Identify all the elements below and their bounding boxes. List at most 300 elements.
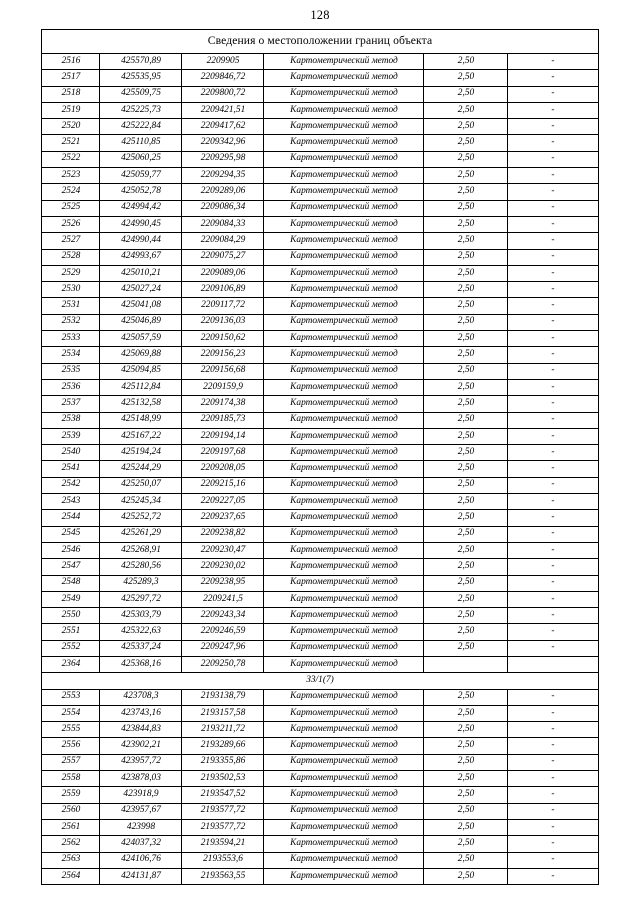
cell-point-number: 2529 — [42, 265, 100, 281]
cell-coordinate-y: 2209905 — [182, 54, 264, 70]
cell-method: Картометрический метод — [264, 559, 424, 575]
cell-coordinate-y: 2209084,29 — [182, 233, 264, 249]
cell-precision: 2,50 — [424, 738, 508, 754]
cell-point-number: 2561 — [42, 819, 100, 835]
cell-point-number: 2531 — [42, 298, 100, 314]
cell-description: - — [508, 265, 598, 281]
cell-description: - — [508, 754, 598, 770]
cell-description: - — [508, 591, 598, 607]
cell-precision: 2,50 — [424, 526, 508, 542]
cell-description: - — [508, 168, 598, 184]
cell-precision: 2,50 — [424, 771, 508, 787]
cell-coordinate-y: 2209136,03 — [182, 314, 264, 330]
cell-method: Картометрический метод — [264, 575, 424, 591]
cell-precision: 2,50 — [424, 102, 508, 118]
cell-coordinate-x: 425244,29 — [100, 461, 182, 477]
cell-coordinate-x: 424106,76 — [100, 852, 182, 868]
cell-point-number: 2517 — [42, 70, 100, 86]
table-row — [42, 151, 598, 167]
cell-point-number: 2526 — [42, 216, 100, 232]
cell-point-number: 2553 — [42, 689, 100, 705]
cell-point-number: 2543 — [42, 494, 100, 510]
cell-point-number: 2523 — [42, 168, 100, 184]
table-row — [42, 754, 598, 770]
cell-coordinate-y: 2209342,96 — [182, 135, 264, 151]
cell-point-number: 2545 — [42, 526, 100, 542]
table-row — [42, 542, 598, 558]
table-rows-group-2 — [42, 689, 598, 885]
cell-coordinate-y: 2193157,58 — [182, 705, 264, 721]
cell-precision: 2,50 — [424, 347, 508, 363]
cell-precision: 2,50 — [424, 363, 508, 379]
cell-point-number: 2550 — [42, 608, 100, 624]
cell-coordinate-y: 2193289,66 — [182, 738, 264, 754]
cell-method: Картометрический метод — [264, 135, 424, 151]
cell-point-number: 2533 — [42, 331, 100, 347]
cell-coordinate-y: 2209174,38 — [182, 396, 264, 412]
cell-method: Картометрический метод — [264, 819, 424, 835]
cell-point-number: 2536 — [42, 379, 100, 395]
cell-precision: 2,50 — [424, 428, 508, 444]
table-row — [42, 412, 598, 428]
cell-coordinate-x: 425046,89 — [100, 314, 182, 330]
cell-method: Картометрический метод — [264, 200, 424, 216]
cell-coordinate-x: 425289,3 — [100, 575, 182, 591]
cell-method: Картометрический метод — [264, 705, 424, 721]
cell-description: - — [508, 461, 598, 477]
cell-point-number: 2537 — [42, 396, 100, 412]
cell-coordinate-y: 2209846,72 — [182, 70, 264, 86]
cell-method: Картометрический метод — [264, 151, 424, 167]
cell-coordinate-y: 2193547,52 — [182, 787, 264, 803]
table-row — [42, 70, 598, 86]
cell-coordinate-x: 425261,29 — [100, 526, 182, 542]
cell-coordinate-y: 2209185,73 — [182, 412, 264, 428]
cell-precision: 2,50 — [424, 852, 508, 868]
cell-precision: 2,50 — [424, 396, 508, 412]
cell-coordinate-x: 425069,88 — [100, 347, 182, 363]
cell-description: - — [508, 54, 598, 70]
cell-point-number: 2520 — [42, 119, 100, 135]
cell-coordinate-y: 2209417,62 — [182, 119, 264, 135]
cell-description: - — [508, 608, 598, 624]
cell-description: - — [508, 412, 598, 428]
table-row — [42, 102, 598, 118]
cell-description: - — [508, 102, 598, 118]
table-row — [42, 575, 598, 591]
cell-precision: 2,50 — [424, 559, 508, 575]
cell-coordinate-y: 2209289,06 — [182, 184, 264, 200]
cell-coordinate-y: 2209246,59 — [182, 624, 264, 640]
cell-coordinate-y: 2209238,82 — [182, 526, 264, 542]
cell-point-number: 2563 — [42, 852, 100, 868]
table-row — [42, 265, 598, 281]
cell-description: - — [508, 363, 598, 379]
cell-coordinate-x: 425245,34 — [100, 494, 182, 510]
cell-description: - — [508, 624, 598, 640]
cell-point-number: 2564 — [42, 868, 100, 884]
cell-coordinate-x: 425268,91 — [100, 542, 182, 558]
cell-method: Картометрический метод — [264, 184, 424, 200]
cell-coordinate-y: 2209084,33 — [182, 216, 264, 232]
cell-method: Картометрический метод — [264, 363, 424, 379]
cell-coordinate-x: 425252,72 — [100, 510, 182, 526]
cell-point-number: 2516 — [42, 54, 100, 70]
table-row — [42, 428, 598, 444]
cell-coordinate-x: 423844,83 — [100, 722, 182, 738]
cell-method: Картометрический метод — [264, 836, 424, 852]
cell-coordinate-x: 423957,67 — [100, 803, 182, 819]
cell-coordinate-x: 423957,72 — [100, 754, 182, 770]
cell-precision — [424, 656, 508, 672]
cell-method: Картометрический метод — [264, 608, 424, 624]
table-row — [42, 168, 598, 184]
cell-point-number: 2555 — [42, 722, 100, 738]
cell-coordinate-x: 425250,07 — [100, 477, 182, 493]
cell-coordinate-y: 2209243,34 — [182, 608, 264, 624]
cell-precision: 2,50 — [424, 461, 508, 477]
cell-coordinate-x: 423708,3 — [100, 689, 182, 705]
cell-coordinate-y: 2193577,72 — [182, 803, 264, 819]
cell-method: Картометрический метод — [264, 216, 424, 232]
cell-point-number: 2538 — [42, 412, 100, 428]
cell-method: Картометрический метод — [264, 510, 424, 526]
cell-method: Картометрический метод — [264, 265, 424, 281]
cell-coordinate-x: 423878,03 — [100, 771, 182, 787]
cell-coordinate-x: 425057,59 — [100, 331, 182, 347]
cell-precision: 2,50 — [424, 836, 508, 852]
cell-precision: 2,50 — [424, 249, 508, 265]
table-row — [42, 640, 598, 656]
cell-method: Картометрический метод — [264, 249, 424, 265]
cell-point-number: 2524 — [42, 184, 100, 200]
cell-coordinate-y: 2209238,95 — [182, 575, 264, 591]
cell-point-number: 2547 — [42, 559, 100, 575]
cell-coordinate-y: 2193138,79 — [182, 689, 264, 705]
cell-description: - — [508, 819, 598, 835]
cell-coordinate-y: 2209421,51 — [182, 102, 264, 118]
cell-coordinate-x: 425167,22 — [100, 428, 182, 444]
cell-method: Картометрический метод — [264, 591, 424, 607]
table-row — [42, 184, 598, 200]
cell-coordinate-x: 425132,58 — [100, 396, 182, 412]
cell-coordinate-x: 424131,87 — [100, 868, 182, 884]
cell-precision: 2,50 — [424, 868, 508, 884]
cell-point-number: 2559 — [42, 787, 100, 803]
cell-coordinate-x: 424037,32 — [100, 836, 182, 852]
table-row — [42, 461, 598, 477]
cell-coordinate-x: 425322,63 — [100, 624, 182, 640]
cell-precision: 2,50 — [424, 542, 508, 558]
cell-description: - — [508, 787, 598, 803]
cell-coordinate-x: 425225,73 — [100, 102, 182, 118]
cell-description: - — [508, 705, 598, 721]
cell-method: Картометрический метод — [264, 298, 424, 314]
cell-coordinate-x: 425010,21 — [100, 265, 182, 281]
cell-coordinate-x: 423918,9 — [100, 787, 182, 803]
cell-point-number: 2532 — [42, 314, 100, 330]
cell-point-number: 2528 — [42, 249, 100, 265]
table-row — [42, 591, 598, 607]
cell-coordinate-y: 2209106,89 — [182, 282, 264, 298]
cell-coordinate-y: 2209150,62 — [182, 331, 264, 347]
cell-precision: 2,50 — [424, 168, 508, 184]
cell-description: - — [508, 738, 598, 754]
cell-precision: 2,50 — [424, 314, 508, 330]
group-label: З3/1(7) — [42, 673, 598, 689]
cell-method: Картометрический метод — [264, 412, 424, 428]
cell-coordinate-x: 423902,21 — [100, 738, 182, 754]
table-rows-group-1 — [42, 54, 598, 673]
table-row — [42, 233, 598, 249]
table-group-label-row — [42, 673, 598, 689]
table-row — [42, 363, 598, 379]
cell-description: - — [508, 282, 598, 298]
cell-description: - — [508, 575, 598, 591]
table-row — [42, 738, 598, 754]
cell-description: - — [508, 331, 598, 347]
cell-method: Картометрический метод — [264, 656, 424, 672]
cell-method: Картометрический метод — [264, 282, 424, 298]
cell-description: - — [508, 722, 598, 738]
cell-method: Картометрический метод — [264, 494, 424, 510]
cell-precision: 2,50 — [424, 331, 508, 347]
cell-description: - — [508, 868, 598, 884]
cell-description: - — [508, 803, 598, 819]
table-row — [42, 119, 598, 135]
cell-description: - — [508, 233, 598, 249]
table-row — [42, 494, 598, 510]
cell-point-number: 2364 — [42, 656, 100, 672]
cell-method: Картометрический метод — [264, 379, 424, 395]
cell-precision: 2,50 — [424, 705, 508, 721]
cell-coordinate-x: 425094,85 — [100, 363, 182, 379]
cell-description: - — [508, 200, 598, 216]
cell-coordinate-y: 2209197,68 — [182, 445, 264, 461]
cell-coordinate-y: 2193577,72 — [182, 819, 264, 835]
cell-coordinate-x: 425337,24 — [100, 640, 182, 656]
cell-point-number: 2522 — [42, 151, 100, 167]
cell-method: Картометрический метод — [264, 754, 424, 770]
cell-coordinate-y: 2209086,34 — [182, 200, 264, 216]
cell-description: - — [508, 771, 598, 787]
table-title-row — [42, 30, 598, 54]
table-row — [42, 249, 598, 265]
cell-coordinate-y: 2209156,68 — [182, 363, 264, 379]
cell-precision: 2,50 — [424, 494, 508, 510]
cell-description: - — [508, 445, 598, 461]
table-row — [42, 608, 598, 624]
cell-method: Картометрический метод — [264, 445, 424, 461]
table-body — [42, 30, 598, 54]
table-row — [42, 379, 598, 395]
table-row — [42, 135, 598, 151]
cell-method: Картометрический метод — [264, 722, 424, 738]
cell-method: Картометрический метод — [264, 868, 424, 884]
cell-coordinate-x: 423743,16 — [100, 705, 182, 721]
cell-coordinate-x: 425535,95 — [100, 70, 182, 86]
table-row — [42, 396, 598, 412]
cell-method: Картометрический метод — [264, 347, 424, 363]
cell-method: Картометрический метод — [264, 233, 424, 249]
cell-description — [508, 656, 598, 672]
cell-coordinate-y: 2209208,05 — [182, 461, 264, 477]
cell-precision: 2,50 — [424, 184, 508, 200]
cell-precision: 2,50 — [424, 70, 508, 86]
cell-point-number: 2544 — [42, 510, 100, 526]
cell-method: Картометрический метод — [264, 70, 424, 86]
cell-coordinate-y: 2209215,16 — [182, 477, 264, 493]
table-row — [42, 836, 598, 852]
cell-method: Картометрический метод — [264, 54, 424, 70]
cell-method: Картометрический метод — [264, 771, 424, 787]
cell-precision: 2,50 — [424, 803, 508, 819]
cell-description: - — [508, 216, 598, 232]
cell-description: - — [508, 379, 598, 395]
cell-precision: 2,50 — [424, 477, 508, 493]
cell-point-number: 2519 — [42, 102, 100, 118]
cell-point-number: 2518 — [42, 86, 100, 102]
cell-precision: 2,50 — [424, 379, 508, 395]
table-row — [42, 559, 598, 575]
table-row — [42, 868, 598, 884]
cell-coordinate-x: 425112,84 — [100, 379, 182, 395]
cell-point-number: 2558 — [42, 771, 100, 787]
cell-point-number: 2546 — [42, 542, 100, 558]
cell-coordinate-y: 2209230,02 — [182, 559, 264, 575]
table-row — [42, 705, 598, 721]
cell-description: - — [508, 526, 598, 542]
cell-description: - — [508, 852, 598, 868]
cell-description: - — [508, 119, 598, 135]
cell-coordinate-y: 2209194,14 — [182, 428, 264, 444]
table-row — [42, 852, 598, 868]
cell-precision: 2,50 — [424, 412, 508, 428]
cell-coordinate-y: 2209230,47 — [182, 542, 264, 558]
cell-precision: 2,50 — [424, 151, 508, 167]
cell-coordinate-x: 423998 — [100, 819, 182, 835]
cell-coordinate-x: 425280,56 — [100, 559, 182, 575]
cell-method: Картометрический метод — [264, 168, 424, 184]
table-row — [42, 347, 598, 363]
table-row — [42, 298, 598, 314]
cell-method: Картометрический метод — [264, 542, 424, 558]
table-row — [42, 445, 598, 461]
cell-method: Картометрический метод — [264, 314, 424, 330]
cell-description: - — [508, 477, 598, 493]
cell-description: - — [508, 347, 598, 363]
cell-coordinate-y: 2209227,05 — [182, 494, 264, 510]
cell-coordinate-y: 2209250,78 — [182, 656, 264, 672]
cell-method: Картометрический метод — [264, 852, 424, 868]
cell-method: Картометрический метод — [264, 689, 424, 705]
cell-precision: 2,50 — [424, 640, 508, 656]
cell-description: - — [508, 640, 598, 656]
table-row — [42, 819, 598, 835]
cell-precision: 2,50 — [424, 265, 508, 281]
cell-coordinate-y: 2209237,65 — [182, 510, 264, 526]
cell-description: - — [508, 86, 598, 102]
cell-description: - — [508, 298, 598, 314]
table-row — [42, 200, 598, 216]
cell-precision: 2,50 — [424, 445, 508, 461]
table-title: Сведения о местоположении границ объекта — [42, 30, 598, 54]
cell-precision: 2,50 — [424, 216, 508, 232]
cell-coordinate-x: 424994,42 — [100, 200, 182, 216]
cell-description: - — [508, 428, 598, 444]
cell-precision: 2,50 — [424, 722, 508, 738]
cell-precision: 2,50 — [424, 575, 508, 591]
cell-coordinate-y: 2209295,98 — [182, 151, 264, 167]
cell-precision: 2,50 — [424, 233, 508, 249]
cell-method: Картометрический метод — [264, 738, 424, 754]
cell-precision: 2,50 — [424, 86, 508, 102]
table-row — [42, 86, 598, 102]
cell-precision: 2,50 — [424, 135, 508, 151]
cell-coordinate-y: 2209294,35 — [182, 168, 264, 184]
cell-coordinate-x: 425297,72 — [100, 591, 182, 607]
cell-coordinate-y: 2193594,21 — [182, 836, 264, 852]
cell-coordinate-y: 2209075,27 — [182, 249, 264, 265]
cell-description: - — [508, 494, 598, 510]
cell-point-number: 2557 — [42, 754, 100, 770]
cell-description: - — [508, 151, 598, 167]
cell-coordinate-x: 425027,24 — [100, 282, 182, 298]
cell-coordinate-x: 425060,25 — [100, 151, 182, 167]
cell-point-number: 2556 — [42, 738, 100, 754]
table-row — [42, 314, 598, 330]
cell-coordinate-x: 424990,45 — [100, 216, 182, 232]
table-row — [42, 722, 598, 738]
cell-method: Картометрический метод — [264, 119, 424, 135]
cell-point-number: 2534 — [42, 347, 100, 363]
table-row — [42, 477, 598, 493]
cell-coordinate-y: 2193563,55 — [182, 868, 264, 884]
cell-precision: 2,50 — [424, 54, 508, 70]
coordinates-table — [41, 29, 598, 885]
cell-precision: 2,50 — [424, 608, 508, 624]
table-row — [42, 689, 598, 705]
cell-coordinate-y: 2193502,53 — [182, 771, 264, 787]
cell-coordinate-y: 2193211,72 — [182, 722, 264, 738]
table-row — [42, 54, 598, 70]
cell-description: - — [508, 542, 598, 558]
cell-coordinate-x: 425368,16 — [100, 656, 182, 672]
cell-point-number: 2541 — [42, 461, 100, 477]
cell-precision: 2,50 — [424, 119, 508, 135]
cell-point-number: 2552 — [42, 640, 100, 656]
table-row — [42, 282, 598, 298]
cell-precision: 2,50 — [424, 200, 508, 216]
cell-method: Картометрический метод — [264, 102, 424, 118]
cell-point-number: 2535 — [42, 363, 100, 379]
cell-description: - — [508, 70, 598, 86]
cell-description: - — [508, 559, 598, 575]
table-row — [42, 771, 598, 787]
cell-method: Картометрический метод — [264, 86, 424, 102]
cell-description: - — [508, 314, 598, 330]
cell-point-number: 2539 — [42, 428, 100, 444]
cell-point-number: 2551 — [42, 624, 100, 640]
cell-precision: 2,50 — [424, 591, 508, 607]
cell-point-number: 2540 — [42, 445, 100, 461]
cell-coordinate-x: 424993,67 — [100, 249, 182, 265]
cell-precision: 2,50 — [424, 282, 508, 298]
cell-method: Картометрический метод — [264, 803, 424, 819]
cell-description: - — [508, 135, 598, 151]
cell-method: Картометрический метод — [264, 526, 424, 542]
cell-coordinate-x: 424990,44 — [100, 233, 182, 249]
